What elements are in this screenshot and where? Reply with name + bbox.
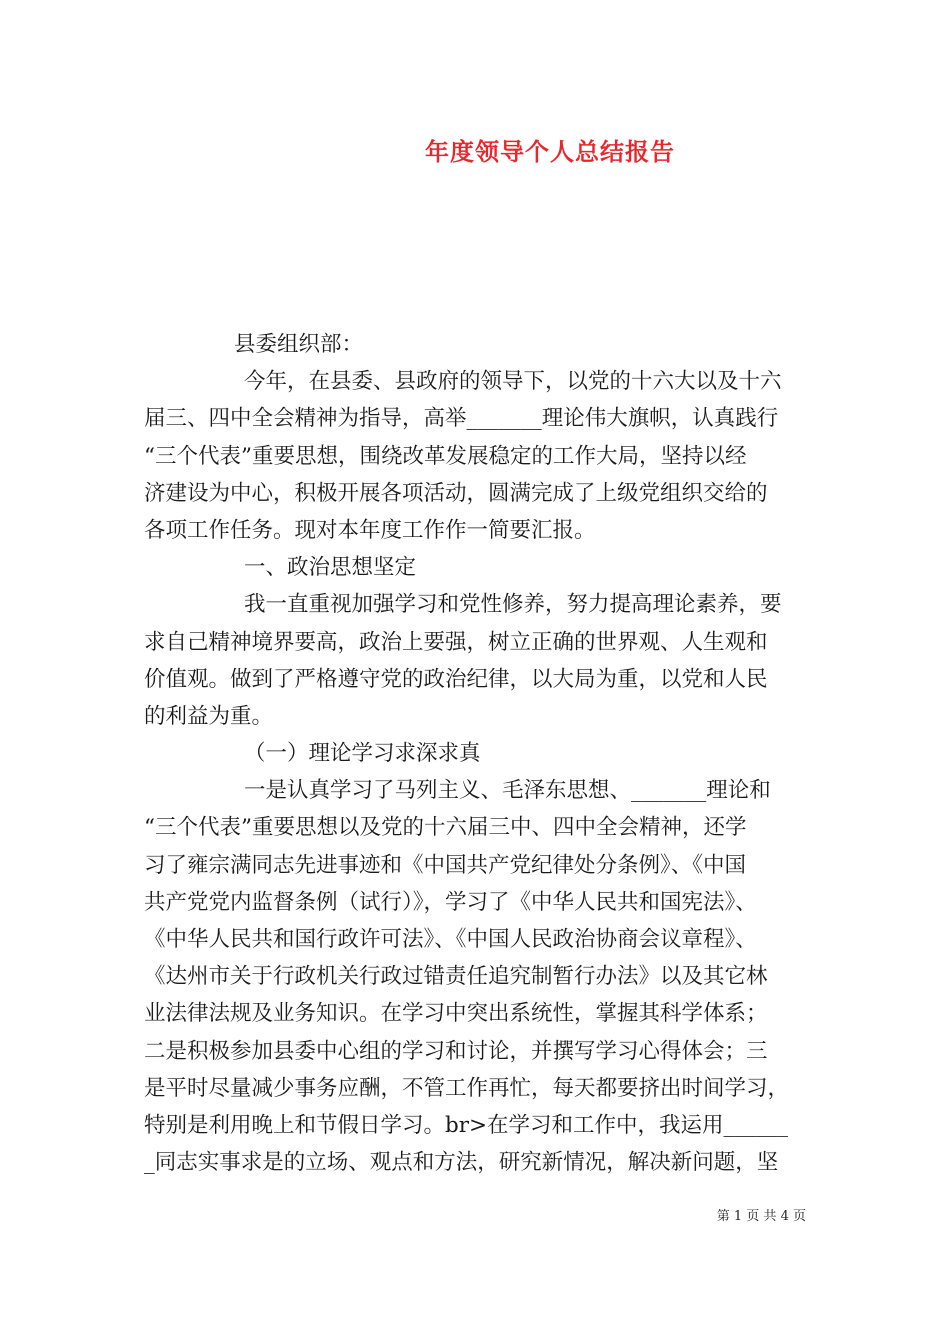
paragraph-line: 价值观。做到了严格遵守党的政治纪律，以大局为重，以党和人民: [144, 666, 768, 692]
page-number-footer: 第 1 页 共 4 页: [716, 1209, 806, 1224]
paragraph-line: 各项工作任务。现对本年度工作作一简要汇报。: [144, 517, 596, 543]
document-title: 年度领导个人总结报告: [425, 138, 675, 166]
paragraph-line: 二是积极参加县委中心组的学习和讨论，并撰写学习心得体会；三: [144, 1038, 768, 1064]
paragraph-line: 济建设为中心，积极开展各项活动，圆满完成了上级党组织交给的: [144, 480, 768, 506]
paragraph-line: _同志实事求是的立场、观点和方法，研究新情况，解决新问题，坚: [144, 1150, 779, 1176]
section-heading: 一、政治思想坚定: [244, 555, 417, 581]
paragraph-line: 一是认真学习了马列主义、毛泽东思想、_______理论和: [244, 778, 771, 804]
paragraph-line: “三个代表”重要思想，围绕改革发展稳定的工作大局，坚持以经: [144, 443, 747, 469]
paragraph-line: “三个代表”重要思想以及党的十六届三中、四中全会精神，还学: [144, 815, 747, 841]
paragraph-line: 《中华人民共和国行政许可法》、《中国人民政治协商会议章程》、: [144, 927, 757, 952]
paragraph-line: 届三、四中全会精神为指导，高举_______理论伟大旗帜，认真践行: [144, 406, 779, 432]
paragraph-line: 的利益为重。: [144, 703, 274, 729]
paragraph-line: 我一直重视加强学习和党性修养，努力提高理论素养，要: [244, 592, 782, 618]
subsection-heading: （一）理论学习求深求真: [244, 741, 481, 767]
paragraph-line: 特别是利用晚上和节假日学习。br>在学习和工作中，我运用______: [144, 1112, 789, 1138]
paragraph-line: 共产党党内监督条例（试行）》，学习了《中华人民共和国宪法》、: [144, 889, 757, 915]
paragraph-line: 求自己精神境界要高，政治上要强，树立正确的世界观、人生观和: [144, 629, 768, 655]
paragraph-line: 今年，在县委、县政府的领导下，以党的十六大以及十六: [244, 369, 782, 395]
document-body: [144, 326, 810, 1181]
paragraph-line: 业法律法规及业务知识。在学习中突出系统性，掌握其科学体系；: [144, 1001, 768, 1027]
paragraph-line: 是平时尽量减少事务应酬，不管工作再忙，每天都要挤出时间学习，: [144, 1075, 790, 1101]
salutation: 县委组织部：: [234, 332, 364, 357]
paragraph-line: 《达州市关于行政机关行政过错责任追究制暂行办法》以及其它林: [144, 964, 768, 990]
paragraph-line: 习了雍宗满同志先进事迹和《中国共产党纪律处分条例》、《中国: [144, 852, 747, 878]
